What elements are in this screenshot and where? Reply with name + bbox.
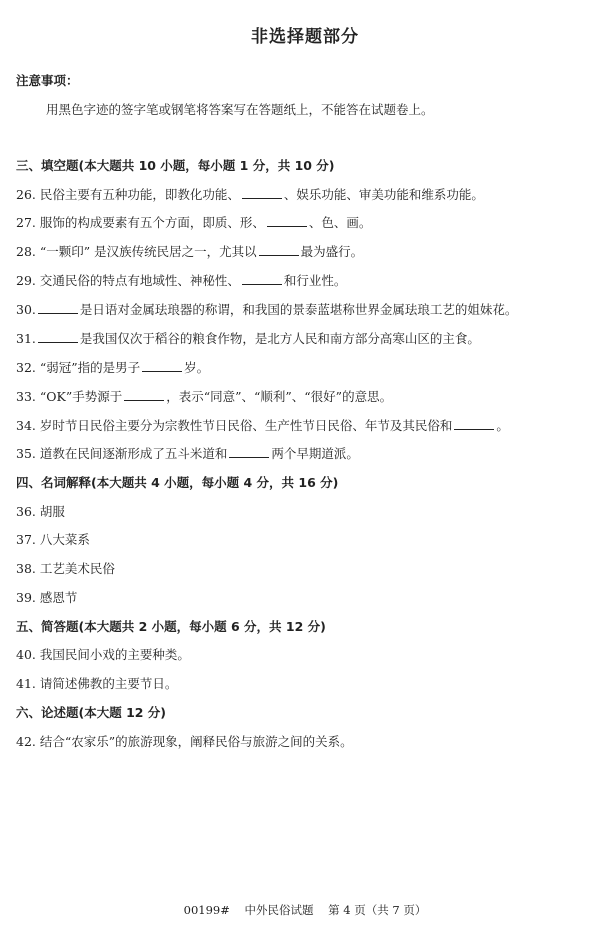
question-28: 28. “一颗印” 是汉族传统民居之一，尤其以 最为盛行。 bbox=[16, 244, 364, 259]
answer-blank bbox=[259, 244, 299, 256]
question-40: 40. 我国民间小戏的主要种类。 bbox=[16, 647, 190, 662]
answer-blank bbox=[229, 446, 269, 458]
question-29: 29. 交通民俗的特点有地域性、神秘性、 和行业性。 bbox=[16, 273, 347, 288]
question-41: 41. 请简述佛教的主要节日。 bbox=[16, 676, 178, 691]
answer-blank bbox=[267, 215, 307, 227]
answer-blank bbox=[38, 331, 78, 343]
answer-blank bbox=[124, 389, 164, 401]
question-26: 26. 民俗主要有五种功能，即教化功能、 、娱乐功能、审美功能和维系功能。 bbox=[16, 187, 484, 202]
answer-blank bbox=[38, 302, 78, 314]
section-essay: 六、论述题(本大题 12 分) bbox=[16, 705, 167, 720]
question-33: 33. “OK”手势源于 ，表示“同意”、“顺利”、“很好”的意思。 bbox=[16, 389, 393, 404]
question-31: 31. 是我国仅次于稻谷的粮食作物，是北方人民和南方部分高寒山区的主食。 bbox=[16, 331, 480, 346]
section-definitions: 四、名词解释(本大题共 4 小题，每小题 4 分，共 16 分) bbox=[16, 475, 339, 490]
question-38: 38. 工艺美术民俗 bbox=[16, 561, 115, 576]
notice-body: 用黑色字迹的签字笔或钢笔将答案写在答题纸上，不能答在试题卷上。 bbox=[46, 102, 434, 117]
answer-blank bbox=[242, 187, 282, 199]
question-42: 42. 结合“农家乐”的旅游现象，阐释民俗与旅游之间的关系。 bbox=[16, 734, 353, 749]
page-footer: 00199# 中外民俗试题 第 4 页（共 7 页） bbox=[183, 903, 427, 917]
question-30: 30. 是日语对金属珐琅器的称谓，和我国的景泰蓝堪称世界金属珐琅工艺的姐妹花。 bbox=[16, 302, 518, 317]
answer-blank bbox=[454, 418, 494, 430]
question-35: 35. 道教在民间逐渐形成了五斗米道和 两个早期道派。 bbox=[16, 446, 359, 461]
answer-blank bbox=[242, 273, 282, 285]
question-34: 34. 岁时节日民俗主要分为宗教性节日民俗、生产性节日民俗、年节及其民俗和 。 bbox=[16, 418, 509, 433]
page-title: 非选择题部分 bbox=[251, 27, 359, 47]
question-39: 39. 感恩节 bbox=[16, 590, 78, 605]
question-32: 32. “弱冠”指的是男子 岁。 bbox=[16, 360, 210, 375]
question-27: 27. 服饰的构成要素有五个方面，即质、形、 、色、画。 bbox=[16, 215, 372, 230]
question-37: 37. 八大菜系 bbox=[16, 532, 90, 547]
question-36: 36. 胡服 bbox=[16, 504, 65, 519]
notice-heading: 注意事项： bbox=[16, 73, 79, 88]
section-fill-in: 三、填空题(本大题共 10 小题，每小题 1 分，共 10 分) bbox=[16, 158, 335, 173]
answer-blank bbox=[142, 360, 182, 372]
section-short-answer: 五、简答题(本大题共 2 小题，每小题 6 分，共 12 分) bbox=[16, 619, 326, 634]
